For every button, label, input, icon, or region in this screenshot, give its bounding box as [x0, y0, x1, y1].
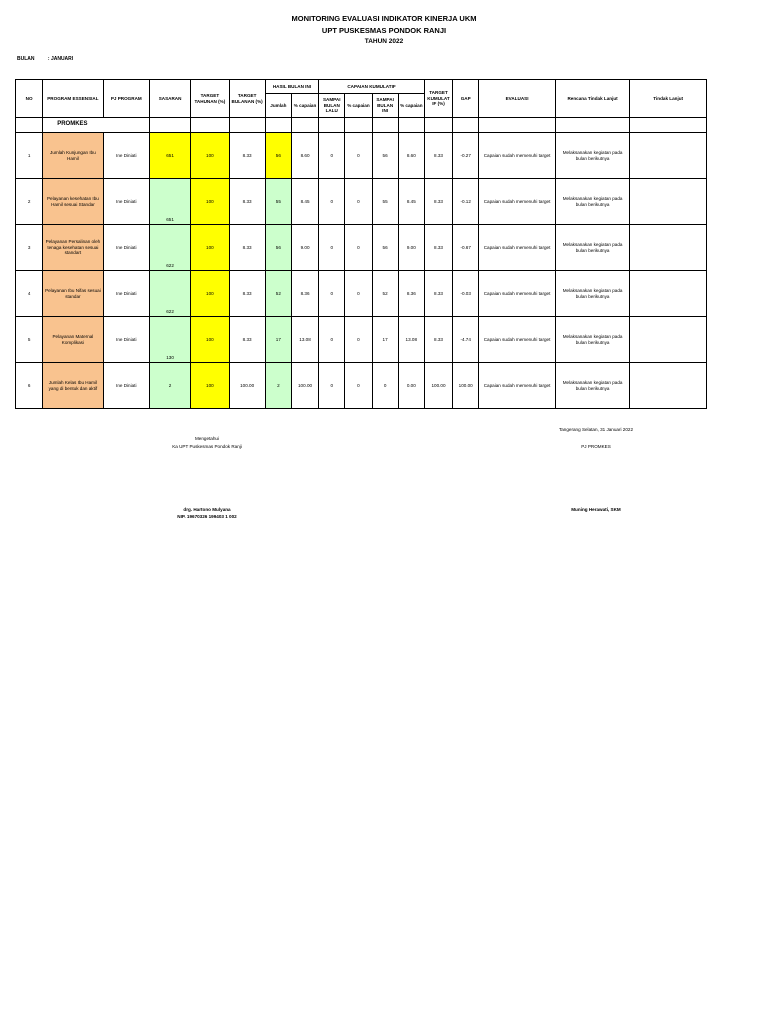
row-sasaran: 622 — [149, 225, 190, 271]
row-sampai-bulan-ini: 56 — [372, 225, 398, 271]
row-no: 2 — [16, 179, 43, 225]
row-evaluasi: Capaian sudah memenuhi target — [479, 363, 556, 409]
row-jumlah: 56 — [265, 225, 291, 271]
row-pct-capaian-lalu: 0 — [345, 317, 372, 363]
row-sampai-bulan-lalu: 0 — [319, 179, 345, 225]
row-no: 5 — [16, 317, 43, 363]
mengetahui-label: Mengetahui — [194, 436, 219, 441]
row-no: 3 — [16, 225, 43, 271]
month-field — [17, 56, 73, 62]
row-pct-capaian-lalu: 0 — [345, 225, 372, 271]
row-sasaran: 2 — [149, 363, 190, 409]
row-evaluasi: Capaian sudah memenuhi target — [479, 225, 556, 271]
row-pj: Ine Diniati — [103, 317, 149, 363]
row-evaluasi: Capaian sudah memenuhi target — [479, 179, 556, 225]
row-rencana: Melaksanakan kegiatan pada bulan berikutnya — [555, 363, 630, 409]
row-rencana: Melaksanakan kegiatan pada bulan berikutnya — [555, 225, 630, 271]
report-title: MONITORING EVALUASI INDIKATOR KINERJA UKM — [291, 14, 477, 23]
row-jumlah: 52 — [265, 271, 291, 317]
row-program: Pelayanan Persalinan oleh tenaga kesehatan sesuai standart — [43, 225, 103, 271]
row-no: 4 — [16, 271, 43, 317]
row-sasaran: 130 — [149, 317, 190, 363]
row-program: Jumlah Kunjungan Ibu Hamil — [43, 133, 103, 179]
row-sampai-bulan-ini: 52 — [372, 271, 398, 317]
row-pj: Ine Diniati — [103, 225, 149, 271]
row-target-kumulatif: 8.33 — [424, 271, 452, 317]
row-tindak-lanjut — [630, 317, 707, 363]
row-pj: Ine Diniati — [103, 271, 149, 317]
row-pct-capaian-ini: 8.36 — [398, 271, 424, 317]
row-pct-capaian-ini: 8.45 — [398, 179, 424, 225]
row-target-bulanan: 8.33 — [229, 317, 265, 363]
row-pct-capaian-ini: 0.00 — [398, 363, 424, 409]
row-jumlah: 56 — [265, 133, 291, 179]
pj-promkes-label: PJ PROMKES — [581, 444, 611, 449]
col-tindak: Tindak Lanjut — [630, 80, 707, 118]
row-evaluasi: Capaian sudah memenuhi target — [479, 133, 556, 179]
row-pct-capaian: 8.60 — [291, 133, 318, 179]
signer-right-name: Muning Herawati, SKM — [571, 507, 621, 512]
row-target-bulanan: 8.33 — [229, 179, 265, 225]
col-capaian-kumulatif: CAPAIAN KUMULATIF — [319, 80, 425, 94]
row-jumlah: 17 — [265, 317, 291, 363]
row-target-kumulatif: 8.33 — [424, 133, 452, 179]
table-row — [16, 133, 707, 179]
row-program: Pelayanan Maternal Komplikasi — [43, 317, 103, 363]
row-gap: -0.12 — [453, 179, 479, 225]
row-target-tahunan: 100 — [191, 271, 229, 317]
row-pct-capaian: 100.00 — [291, 363, 318, 409]
row-pct-capaian: 8.45 — [291, 179, 318, 225]
col-sampai-bulan-ini: SAMPAI BULAN INI — [372, 94, 398, 118]
row-program: Jumlah Kelas Ibu Hamil yang di bentuk dan aktif — [43, 363, 103, 409]
row-rencana: Melaksanakan kegiatan pada bulan berikutnya — [555, 179, 630, 225]
row-pct-capaian-lalu: 0 — [345, 179, 372, 225]
row-sampai-bulan-lalu: 0 — [319, 363, 345, 409]
table-row — [16, 317, 707, 363]
signer-left-name: drg. Hartono Mulyana — [183, 507, 231, 512]
row-pct-capaian-lalu: 0 — [345, 271, 372, 317]
row-evaluasi: Capaian sudah memenuhi target — [479, 317, 556, 363]
row-gap: 100.00 — [453, 363, 479, 409]
place-date: Tangerang Selatan, 31 Januari 2022 — [558, 427, 634, 432]
row-no: 1 — [16, 133, 43, 179]
table-row — [16, 179, 707, 225]
row-rencana: Melaksanakan kegiatan pada bulan berikutnya — [555, 271, 630, 317]
row-pct-capaian: 9.00 — [291, 225, 318, 271]
row-program: Pelayanan Ibu Nifas sesuai standar — [43, 271, 103, 317]
col-pct-capaian: % capaian — [291, 94, 318, 118]
col-pct-capaian-ini: % capaian — [398, 94, 424, 118]
row-gap: -4.74 — [453, 317, 479, 363]
row-rencana: Melaksanakan kegiatan pada bulan berikutnya — [555, 317, 630, 363]
row-sasaran: 622 — [149, 271, 190, 317]
row-tindak-lanjut — [630, 133, 707, 179]
row-target-tahunan: 100 — [191, 179, 229, 225]
month-label: BULAN — [17, 56, 35, 62]
row-target-bulanan: 8.33 — [229, 271, 265, 317]
row-target-bulanan: 8.33 — [229, 225, 265, 271]
row-target-bulanan: 100.00 — [229, 363, 265, 409]
table-row — [16, 225, 707, 271]
row-target-bulanan: 8.33 — [229, 133, 265, 179]
report-subtitle: UPT PUSKESMAS PONDOK RANJI — [321, 26, 447, 35]
row-target-kumulatif: 8.33 — [424, 225, 452, 271]
row-evaluasi: Capaian sudah memenuhi target — [479, 271, 556, 317]
col-program: PROGRAM ESSENSIAL — [43, 80, 103, 118]
row-sampai-bulan-ini: 17 — [372, 317, 398, 363]
row-sampai-bulan-lalu: 0 — [319, 225, 345, 271]
col-hasil-bulan-ini: HASIL BULAN INI — [265, 80, 318, 94]
row-tindak-lanjut — [630, 179, 707, 225]
col-sampai-bulan-lalu: SAMPAI BULAN LALU — [319, 94, 345, 118]
signer-left-nip: NIP. 19670326 199403 1 002 — [177, 514, 237, 519]
row-pct-capaian-ini: 9.00 — [398, 225, 424, 271]
col-target-kumulatif: TARGET KUMULAT IF (%) — [424, 80, 452, 118]
row-sampai-bulan-ini: 55 — [372, 179, 398, 225]
row-target-tahunan: 100 — [191, 363, 229, 409]
row-jumlah: 55 — [265, 179, 291, 225]
col-no: NO — [16, 80, 43, 118]
row-program: Pelayanan kesehatan Ibu Hamil sesuai Standar — [43, 179, 103, 225]
row-pct-capaian: 8.36 — [291, 271, 318, 317]
row-target-tahunan: 100 — [191, 225, 229, 271]
row-tindak-lanjut — [630, 225, 707, 271]
row-sasaran: 651 — [149, 133, 190, 179]
report-year: TAHUN 2022 — [364, 38, 404, 45]
row-no: 6 — [16, 363, 43, 409]
row-gap: -0.67 — [453, 225, 479, 271]
row-gap: -0.03 — [453, 271, 479, 317]
row-tindak-lanjut — [630, 363, 707, 409]
row-pct-capaian-ini: 8.60 — [398, 133, 424, 179]
col-target-tahunan: TARGET TAHUNAN (%) — [191, 80, 229, 118]
row-pj: Ine Diniati — [103, 179, 149, 225]
row-pj: Ine Diniati — [103, 363, 149, 409]
table-row — [16, 363, 707, 409]
col-jumlah: Jumlah — [265, 94, 291, 118]
col-pct-capaian-lalu: % capaian — [345, 94, 372, 118]
month-value: : JANUARI — [47, 56, 74, 62]
row-pct-capaian: 13.08 — [291, 317, 318, 363]
col-sasaran: SASARAN — [149, 80, 190, 118]
row-pct-capaian-ini: 13.08 — [398, 317, 424, 363]
row-target-tahunan: 100 — [191, 317, 229, 363]
row-sasaran: 651 — [149, 179, 190, 225]
row-sampai-bulan-ini: 56 — [372, 133, 398, 179]
col-rencana: Rencana Tindak Lanjut — [555, 80, 630, 118]
evaluation-table — [15, 79, 707, 409]
row-sampai-bulan-lalu: 0 — [319, 317, 345, 363]
row-sampai-bulan-lalu: 0 — [319, 133, 345, 179]
row-rencana: Melaksanakan kegiatan pada bulan berikutnya — [555, 133, 630, 179]
col-pj: PJ PROGRAM — [103, 80, 149, 118]
row-target-kumulatif: 8.33 — [424, 179, 452, 225]
row-sampai-bulan-ini: 0 — [372, 363, 398, 409]
row-pj: Ine Diniati — [103, 133, 149, 179]
row-jumlah: 2 — [265, 363, 291, 409]
col-gap: GAP — [453, 80, 479, 118]
row-tindak-lanjut — [630, 271, 707, 317]
col-evaluasi: EVALUASI — [479, 80, 556, 118]
ka-upt-label: Ka UPT Puskesmas Pondok Ranji — [172, 444, 242, 449]
table-row — [16, 271, 707, 317]
col-target-bulanan: TARGET BULANAN (%) — [229, 80, 265, 118]
section-row — [16, 118, 707, 133]
row-target-tahunan: 100 — [191, 133, 229, 179]
row-gap: -0.27 — [453, 133, 479, 179]
row-pct-capaian-lalu: 0 — [345, 133, 372, 179]
section-label: PROMKES — [43, 118, 150, 133]
row-sampai-bulan-lalu: 0 — [319, 271, 345, 317]
row-target-kumulatif: 100.00 — [424, 363, 452, 409]
row-pct-capaian-lalu: 0 — [345, 363, 372, 409]
row-target-kumulatif: 8.33 — [424, 317, 452, 363]
